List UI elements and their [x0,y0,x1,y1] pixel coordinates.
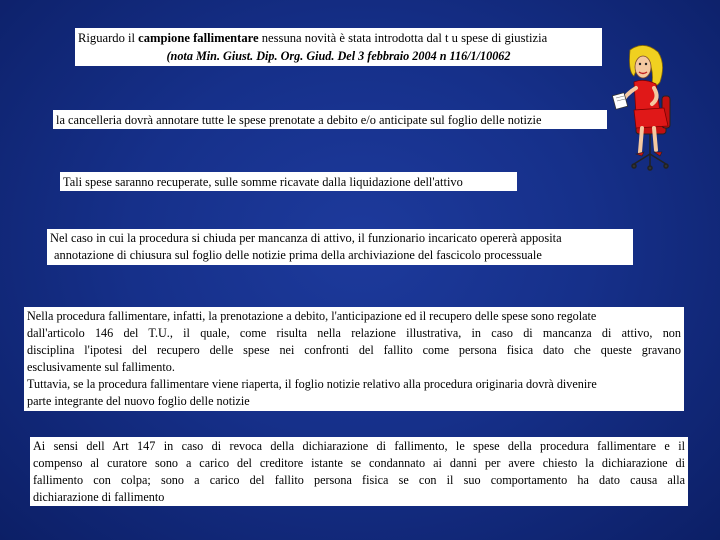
title-box [75,28,602,66]
paragraph-line: annotazione di chiusura sul foglio delle notizie prima della archiviazione del fascicolo processuale [54,248,542,262]
paragraph-line: Nel caso in cui la procedura si chiuda per mancanza di attivo, il funzionario incaricato opererà apposita [50,231,562,245]
paragraph-line: Ai sensi dell Art 147 in caso di revoca della dichiarazione di fallimento, le spese della procedura fallimentare e il [33,439,685,453]
woman-on-office-chair-clipart [612,42,686,172]
paragraph-line: parte integrante del nuovo foglio delle notizie [27,394,250,408]
paragraph-line: Tuttavia, se la procedura fallimentare viene riaperta, il foglio notizie relativo alla procedura originaria dovrà divenire [27,377,597,391]
paragraph-line: compenso al curatore sono a carico del creditore istante se condannato ai danni per avere chiesto la dichiarazione di [33,456,685,470]
paragraph-line: dichiarazione di fallimento [33,490,165,504]
paragraph-chiusura [47,229,633,265]
title-line-1: Riguardo il campione fallimentare nessuna novità è stata introdotta dal t u spese di giustizia [78,31,548,45]
paragraph-line: dall'articolo 146 del T.U., il quale, come risulta nella relazione illustrativa, in caso di mancanza di attivo, non [27,326,681,340]
paragraph-line: fallimento con colpa; sono a carico del fallito persona fisica se con il suo comportamento ha dato causa alla [33,473,685,487]
paragraph-line: esclusivamente sul fallimento. [27,360,175,374]
paragraph-recupero [60,172,517,191]
paragraph-line: Nella procedura fallimentare, infatti, la prenotazione a debito, l'anticipazione ed il recupero delle spese sono regolate [27,309,597,323]
paragraph-cancelleria [53,110,607,129]
paragraph-recupero-text: Tali spese saranno recuperate, sulle somme ricavate dalla liquidazione dell'attivo [63,175,463,189]
chair-icon [632,134,668,170]
paragraph-procedura [24,307,684,411]
paragraph-revoca [30,437,688,506]
paragraph-line: disciplina l'ipotesi del recupero delle spese nei confronti del fallito come persona fisica dato che queste gravano [27,343,681,357]
campione-fallimentare: campione fallimentare [138,31,259,45]
title-note-reference: (nota Min. Giust. Dip. Org. Giud. Del 3 febbraio 2004 n 116/1/10062 [166,49,511,63]
paragraph-cancelleria-text: la cancelleria dovrà annotare tutte le spese prenotate a debito e/o anticipate sul foglio delle notizie [56,113,542,127]
